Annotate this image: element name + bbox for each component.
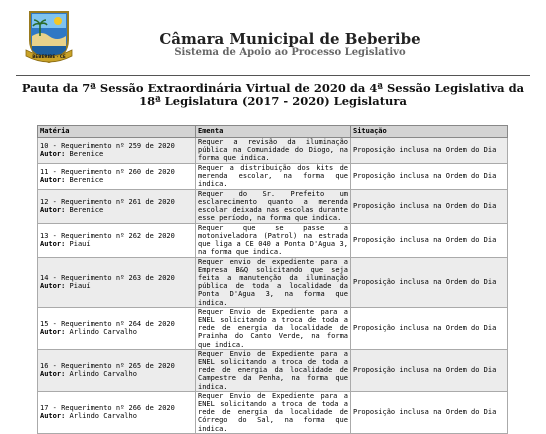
materia-cell [38, 223, 196, 257]
ementa-cell: Requer envio de expediente para a Empresa B&Q solicitando que seja feita a manutenção da iluminação pública de toda a localidade da Ponta D'Agua 3, na forma que indica. [196, 257, 351, 307]
materia-cell [38, 138, 196, 164]
table-row [38, 163, 508, 189]
materia-link[interactable]: 11 - Requerimento nº 260 de 2020 [40, 167, 175, 176]
page-header [0, 0, 546, 72]
pauta-title: Pauta da 7ª Sessão Extraordinária Virtual de 2020 da 4ª Sessão Legislativa da 18ª Legislatura (2017 - 2020) Legislatura [21, 81, 525, 108]
header-divider [16, 75, 530, 76]
autor-name: Berenice [69, 206, 104, 215]
situacao-cell: Proposição inclusa na Ordem do Dia [351, 391, 508, 433]
autor-name: Arlindo Carvalho [69, 370, 137, 379]
autor-name: Berenice [69, 150, 104, 159]
page-subtitle: Sistema de Apoio ao Processo Legislativo [174, 47, 406, 58]
autor-label: Autor: [40, 150, 66, 159]
situacao-cell: Proposição inclusa na Ordem do Dia [351, 223, 508, 257]
ementa-cell: Requer do Sr. Prefeito um esclarecimento quanto a merenda escolar deixada nas escolas durante esse período, na forma que indica. [196, 189, 351, 223]
column-header-materia: Matéria [38, 126, 196, 138]
ementa-cell: Requer a distribuição dos kits de merenda escolar, na forma que indica. [196, 163, 351, 189]
table-row [38, 349, 508, 391]
autor-label: Autor: [40, 370, 66, 379]
materia-link[interactable]: 17 - Requerimento nº 266 de 2020 [40, 404, 175, 413]
situacao-cell: Proposição inclusa na Ordem do Dia [351, 189, 508, 223]
materia-link[interactable]: 16 - Requerimento nº 265 de 2020 [40, 362, 175, 371]
autor-label: Autor: [40, 240, 66, 249]
table-row [38, 223, 508, 257]
autor-name: Piauí [69, 240, 91, 249]
situacao-cell: Proposição inclusa na Ordem do Dia [351, 163, 508, 189]
page-title: Câmara Municipal de Beberibe [159, 30, 421, 48]
materia-cell [38, 307, 196, 349]
autor-label: Autor: [40, 206, 66, 215]
pauta-table [37, 125, 508, 434]
autor-label: Autor: [40, 412, 66, 421]
situacao-cell: Proposição inclusa na Ordem do Dia [351, 138, 508, 164]
materia-cell [38, 189, 196, 223]
materia-link[interactable]: 14 - Requerimento nº 263 de 2020 [40, 274, 175, 283]
materia-cell [38, 163, 196, 189]
materia-cell [38, 391, 196, 433]
situacao-cell: Proposição inclusa na Ordem do Dia [351, 307, 508, 349]
autor-label: Autor: [40, 328, 66, 337]
ementa-cell: Requer Envio de Expediente para a ENEL solicitando a troca de toda a rede de energia da localidade de Campestre da Penha, na forma que indica. [196, 349, 351, 391]
table-header-row [38, 126, 508, 138]
autor-name: Arlindo Carvalho [69, 328, 137, 337]
municipal-crest-logo [24, 6, 74, 66]
materia-link[interactable]: 12 - Requerimento nº 261 de 2020 [40, 197, 175, 206]
autor-name: Piauí [69, 282, 91, 291]
table-row [38, 391, 508, 433]
ementa-cell: Requer Envio de Expediente para a ENEL solicitando a troca de toda a rede de energia da localidade de Córrego do Sal, na forma que indica. [196, 391, 351, 433]
table-row [38, 307, 508, 349]
situacao-cell: Proposição inclusa na Ordem do Dia [351, 349, 508, 391]
materia-link[interactable]: 15 - Requerimento nº 264 de 2020 [40, 320, 175, 329]
autor-name: Berenice [69, 176, 104, 185]
table-row [38, 189, 508, 223]
table-row [38, 138, 508, 164]
ementa-cell: Requer a revisão da iluminação pública na Comunidade do Diogo, na forma que indica. [196, 138, 351, 164]
column-header-situacao: Situação [351, 126, 508, 138]
svg-text:BEBERIBE - CE: BEBERIBE - CE [32, 54, 66, 59]
autor-name: Arlindo Carvalho [69, 412, 137, 421]
autor-label: Autor: [40, 176, 66, 185]
column-header-ementa: Ementa [196, 126, 351, 138]
materia-cell [38, 349, 196, 391]
materia-cell [38, 257, 196, 307]
table-row [38, 257, 508, 307]
autor-label: Autor: [40, 282, 66, 291]
situacao-cell: Proposição inclusa na Ordem do Dia [351, 257, 508, 307]
materia-link[interactable]: 10 - Requerimento nº 259 de 2020 [40, 142, 175, 151]
materia-link[interactable]: 13 - Requerimento nº 262 de 2020 [40, 231, 175, 240]
ementa-cell: Requer que se passe a motoniveladora (Patrol) na estrada que liga a CE 040 a Ponta D'Agua 3, na forma que indica. [196, 223, 351, 257]
ementa-cell: Requer Envio de Expediente para a ENEL solicitando a troca de toda a rede de energia da localidade de Prainha do Canto Verde, na forma que indica. [196, 307, 351, 349]
